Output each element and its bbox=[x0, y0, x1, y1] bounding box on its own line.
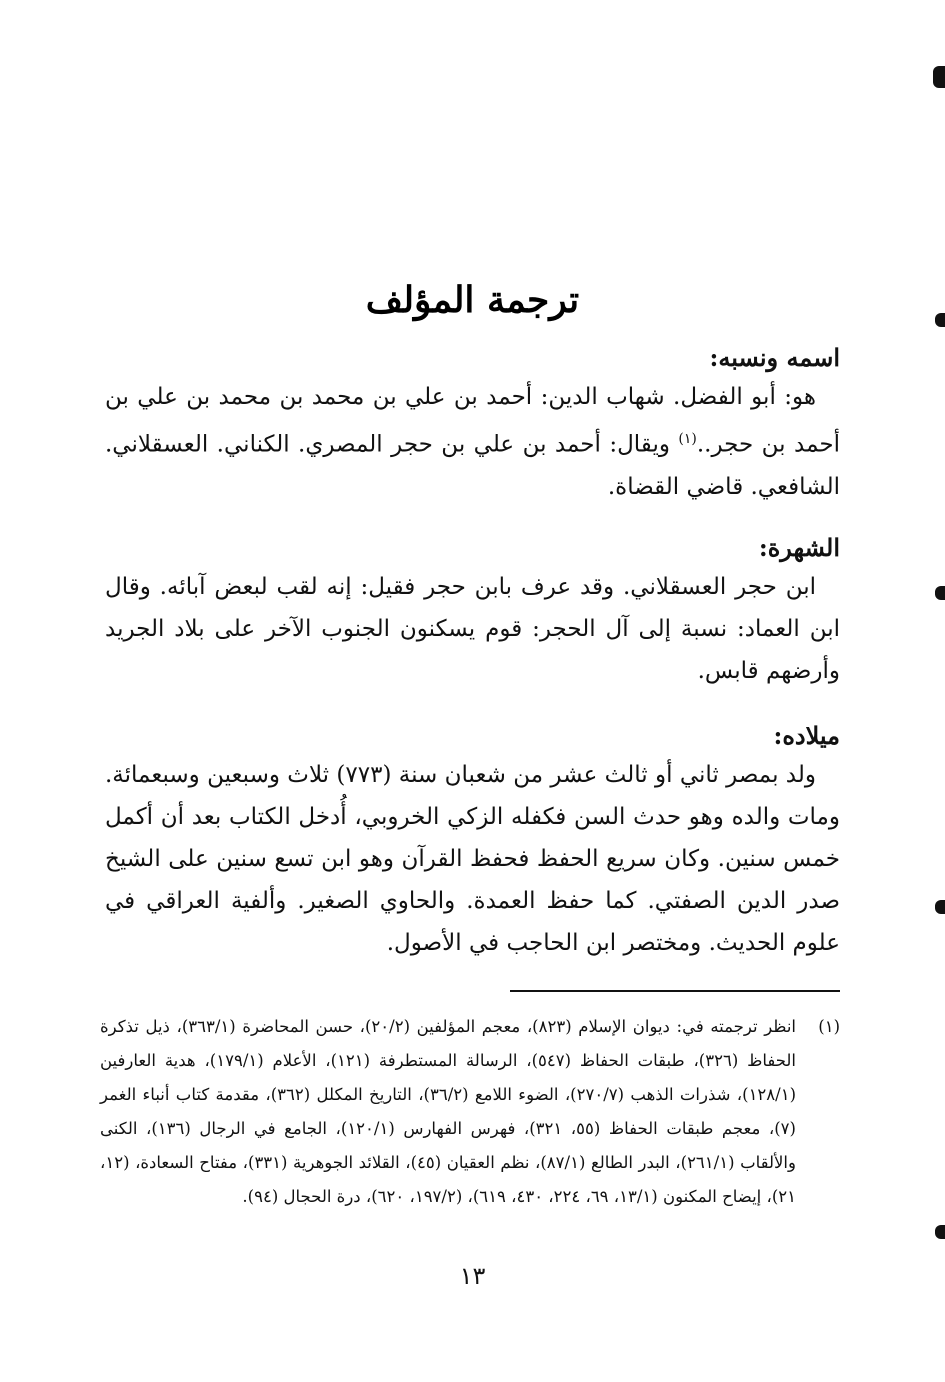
footnote bbox=[100, 1010, 840, 1214]
footnote-number: (١) bbox=[818, 1017, 840, 1036]
edge-mark bbox=[935, 900, 945, 914]
section-paragraph bbox=[105, 376, 840, 508]
section-heading: ميلاده: bbox=[773, 721, 840, 750]
section-paragraph: ولد بمصر ثاني أو ثالث عشر من شعبان سنة (٧٧٣) ثلاث وسبعين وسبعمائة. ومات والده وهو حدث السن فكفله الزكي الخروبي، أُدخل الكتاب بعد أن أكمل خمس سنين. وكان سريع الحفظ فحفظ القرآن وهو ابن تسع سنين على الشيخ صدر الدين الصفتي. كما حفظ العمدة. والحاوي الصغير. وألفية العراقي في علوم الحديث. ومختصر ابن الحاجب في الأصول. bbox=[105, 762, 840, 956]
edge-mark bbox=[933, 66, 945, 88]
section-heading: اسمه ونسبه: bbox=[709, 343, 840, 372]
section-birth bbox=[105, 718, 840, 964]
footnote-text: انظر ترجمته في: ديوان الإسلام (٨٢٣)، معجم المؤلفين (٢٠/٢)، حسن المحاضرة (٣٦٣/١)، ذيل تذكرة الحفاظ (٣٢٦)، طبقات الحفاظ (٥٤٧)، الرسالة المستطرفة (١٢١)، الأعلام (١٧٩/١)، هدية العارفين (١٢٨/١)، شذرات الذهب (٢٧٠/٧)، الضوء اللامع (٣٦/٢)، التاريخ المكلل (٣٦٢)، مقدمة كتاب أنباء الغمر (٧)، معجم طبقات الحفاظ (٥٥، ٣٢١)، فهرس الفهارس (١٢٠/١)، الجامع في الرجال (١٣٦)، الكنى والألقاب (٢٦١/١)، البدر الطالع (٨٧/١)، نظم العقيان (٤٥)، القلائد الجوهرية (٣٣١)، مفتاح السعادة، (١٢، ٢١)، إيضاح المكنون (١٣/١، ٦٩، ٢٢٤، ٤٣٠، ٦١٩)، (١٩٧/٢، ٦٢٠)، درة الحجال (٩٤). bbox=[100, 1017, 797, 1206]
section-paragraph: ابن حجر العسقلاني. وقد عرف بابن حجر فقيل: إنه لقب لبعض آبائه. وقال ابن العماد: نسبة إلى آل الحجر: قوم يسكنون الجنوب الآخر على بلاد الجريد وأرضهم قابس. bbox=[105, 574, 840, 684]
page-title: ترجمة المؤلف bbox=[365, 279, 580, 322]
section-fame bbox=[105, 530, 840, 692]
section-name-lineage bbox=[105, 340, 840, 508]
footnote-reference: (١) bbox=[678, 431, 697, 447]
paragraph-text: ويقال: أحمد بن علي بن حجر المصري. الكناني. العسقلاني. الشافعي. قاضي القضاة. bbox=[105, 431, 840, 500]
page-number: ١٣ bbox=[459, 1262, 486, 1290]
edge-mark bbox=[935, 586, 945, 600]
paragraph-text: هو: أبو الفضل. شهاب الدين: أحمد بن علي بن محمد بن محمد بن علي بن أحمد بن حجر.. bbox=[105, 384, 840, 458]
edge-mark bbox=[935, 1225, 945, 1239]
footnote-divider bbox=[510, 990, 840, 992]
section-heading: الشهرة: bbox=[758, 533, 840, 562]
